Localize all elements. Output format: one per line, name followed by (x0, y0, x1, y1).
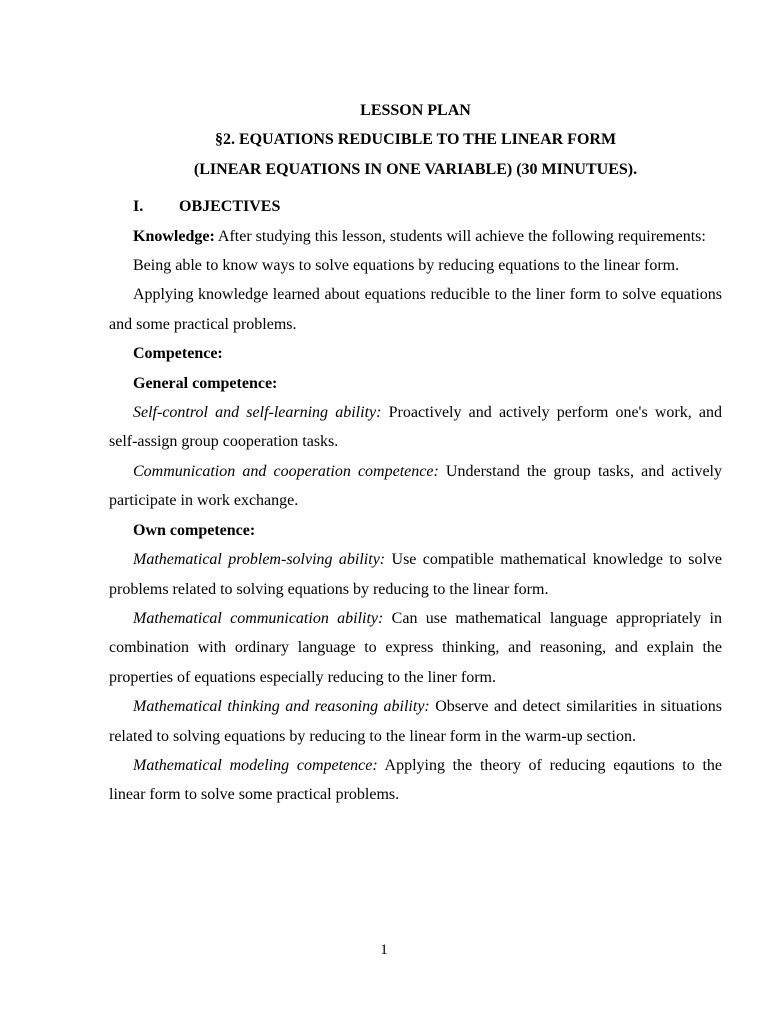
modeling-label: Mathematical modeling competence: (133, 756, 378, 774)
thinking-text: Observe and detect similarities in situations related to solving equations by reducing to the linear form in the warm-up section. (109, 698, 723, 745)
knowledge-paragraph (109, 222, 722, 251)
competence-label: Competence: (133, 345, 223, 363)
knowledge-item-1: Being able to know ways to solve equations by reducing equations to the linear form. (133, 257, 680, 275)
knowledge-text: After studying this lesson, students will achieve the following requirements: (214, 227, 706, 245)
own-competence-label: Own competence: (133, 521, 256, 539)
doc-subtitle: §2. EQUATIONS REDUCIBLE TO THE LINEAR FORM (214, 131, 617, 149)
knowledge-item-2: Applying knowledge learned about equations reducible to the liner form to solve equations and some practical problems. (109, 286, 722, 333)
section-number: I. (133, 198, 144, 216)
doc-title: LESSON PLAN (360, 102, 471, 119)
communication-paragraph (109, 457, 722, 516)
problem-solving-text: Use compatible mathematical knowledge to solve problems related to solving equations by reducing to the linear form. (109, 551, 722, 598)
communication-label: Communication and cooperation competence: (133, 462, 439, 480)
problem-solving-label: Mathematical problem-solving ability: (133, 551, 386, 569)
math-communication-paragraph (109, 604, 722, 692)
communication-text: Understand the group tasks, and actively participate in work exchange. (109, 462, 723, 510)
section-heading (109, 192, 722, 221)
section-title: OBJECTIVES (179, 198, 281, 216)
doc-subtitle-2: (LINEAR EQUATIONS IN ONE VARIABLE) (30 MINUTUES). (193, 160, 638, 178)
modeling-paragraph (109, 751, 722, 810)
math-communication-label: Mathematical communication ability: (133, 609, 384, 627)
page-number: 1 (380, 942, 388, 958)
general-competence-label: General competence: (133, 374, 278, 392)
self-control-text: Proactively and actively perform one's work, and self-assign group cooperation tasks. (109, 404, 723, 451)
self-control-label: Self-control and self-learning ability: (133, 404, 382, 422)
page-content (109, 96, 722, 810)
self-control-paragraph (109, 398, 722, 457)
math-communication-text: Can use mathematical language appropriately in combination with ordinary language to express thinking, and reasoning, and explain the properties of equations especially reducing to the liner form. (109, 609, 722, 686)
modeling-text: Applying the theory of reducing eqautions to the linear form to solve some practical problems. (109, 756, 723, 804)
thinking-label: Mathematical thinking and reasoning ability: (133, 698, 430, 716)
problem-solving-paragraph (109, 545, 722, 604)
thinking-paragraph (109, 692, 722, 751)
knowledge-label: Knowledge: (133, 227, 215, 245)
